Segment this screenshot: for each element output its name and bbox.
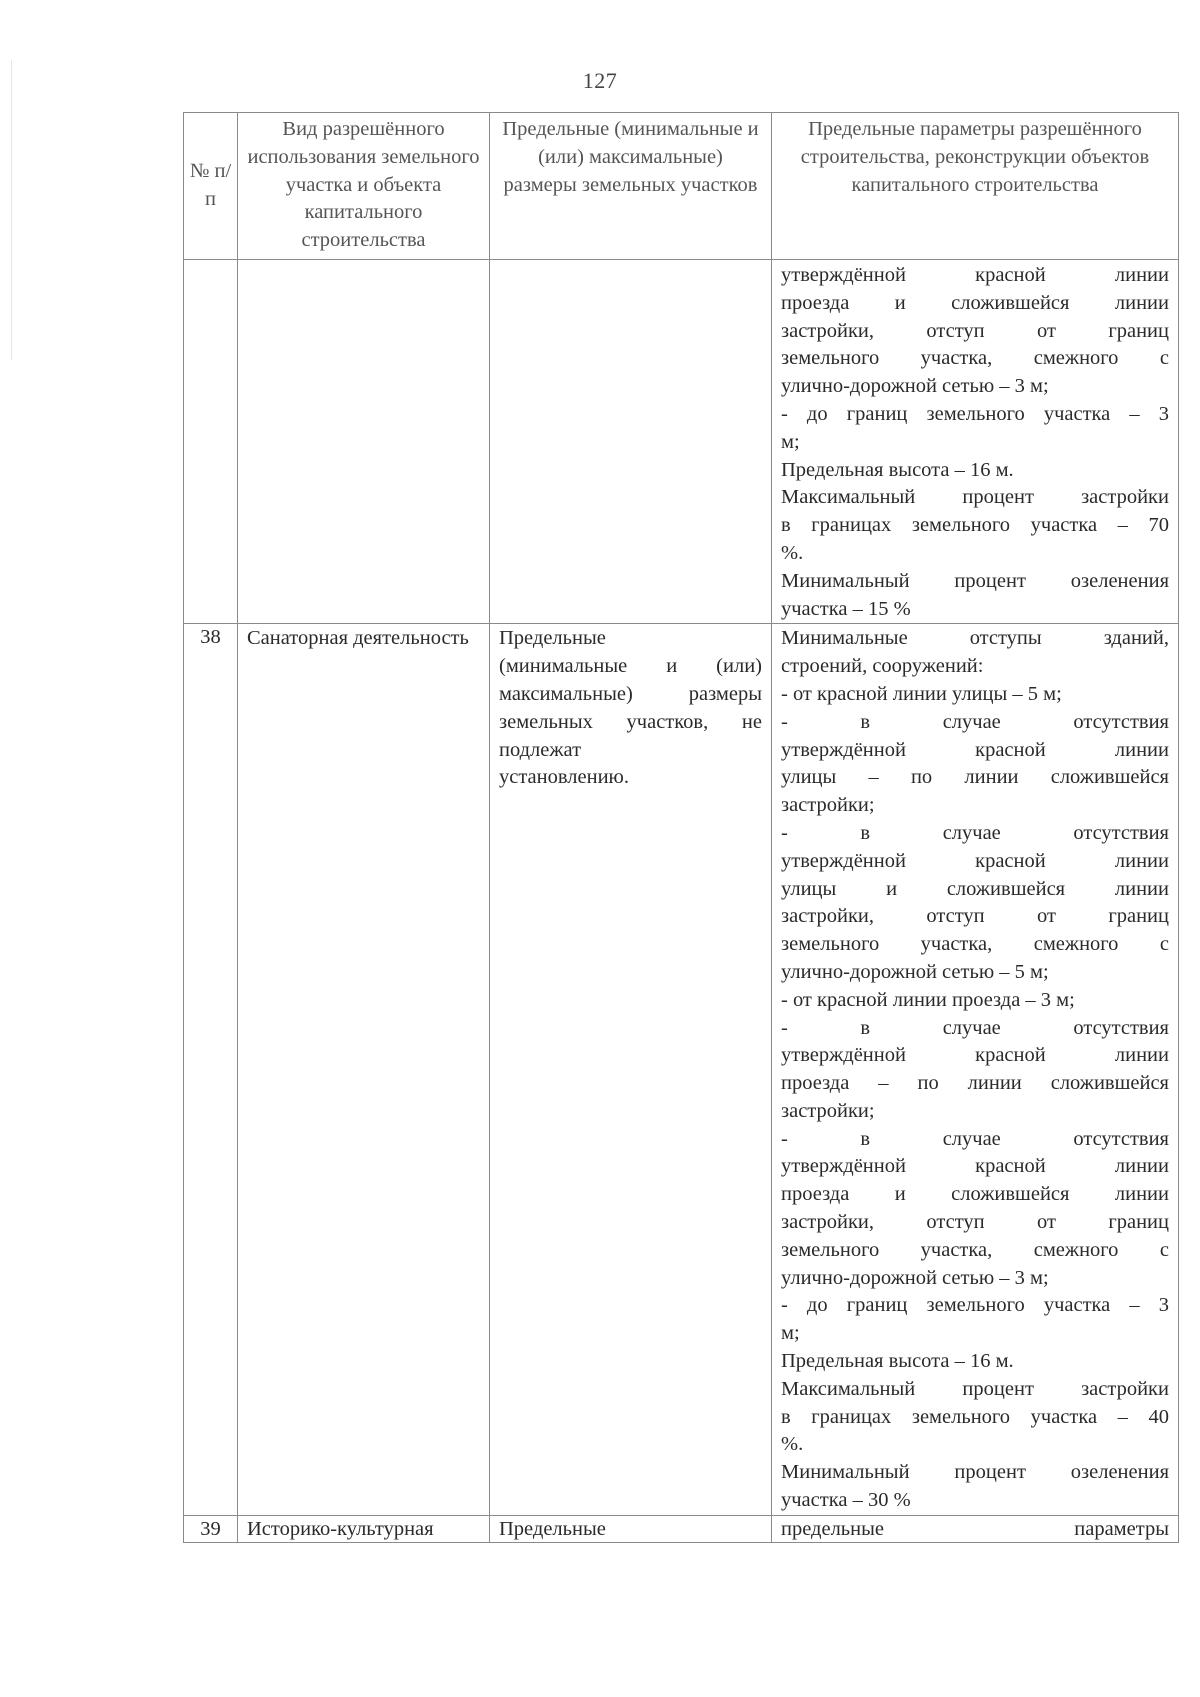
cell-text: Историко-культурная xyxy=(247,1517,434,1540)
text-line: Предельная высота – 16 м. xyxy=(781,458,1014,481)
cell-plot-sizes xyxy=(490,259,772,623)
text-line: застройки, отступ от границ xyxy=(781,905,1169,928)
text-line: Минимальные отступы зданий, xyxy=(781,627,1169,650)
text-line: застройки; xyxy=(781,1099,875,1122)
text-line: застройки, отступ от границ xyxy=(781,319,1169,342)
text-line: в границах земельного участка – 70 xyxy=(781,514,1169,537)
text-line: - до границ земельного участка – 3 xyxy=(781,1294,1169,1317)
text-line: максимальные) размеры xyxy=(499,682,762,705)
cell-construction-parameters xyxy=(772,1515,1179,1542)
text-line: %. xyxy=(781,541,804,564)
text-line: м; xyxy=(781,430,800,453)
table-row-38 xyxy=(184,624,1179,1516)
header-plot-sizes: Предельные (минимальные и (или) максимальные) размеры земельных участков xyxy=(490,113,772,260)
text-line: установлению. xyxy=(499,766,629,789)
header-use-kind: Вид разрешённого использования земельного участка и объекта капитального строительства xyxy=(238,113,490,260)
text-line: улицы – по линии сложившейся xyxy=(781,766,1169,789)
text-line: проезда и сложившейся линии xyxy=(781,1183,1169,1206)
cell-number: 38 xyxy=(184,624,238,1516)
table-row-continuation xyxy=(184,259,1179,623)
text-line: - в случае отсутствия xyxy=(781,821,1169,844)
text-line: земельных участков, не xyxy=(499,710,762,733)
text-line: Максимальный процент застройки xyxy=(781,486,1169,509)
text-line: строений, сооружений: xyxy=(781,655,984,678)
text-line: застройки, отступ от границ xyxy=(781,1211,1169,1234)
cell-use-kind xyxy=(238,259,490,623)
cell-use-kind xyxy=(238,1515,490,1542)
scan-edge-mark xyxy=(11,60,12,360)
text-line: в границах земельного участка – 40 xyxy=(781,1405,1169,1428)
text-line: утверждённой красной линии xyxy=(781,738,1169,761)
cell-use-kind: Санаторная деятельность xyxy=(238,624,490,1516)
page-number: 127 xyxy=(582,68,618,93)
text-line: Максимальный процент застройки xyxy=(781,1377,1169,1400)
cell-construction-parameters xyxy=(772,624,1179,1516)
text-line: Предельные xyxy=(499,627,606,650)
text-line: утверждённой красной линии xyxy=(781,263,1169,286)
text-line: улично-дорожной сетью – 3 м; xyxy=(781,375,1049,398)
cell-plot-sizes xyxy=(490,1515,772,1542)
cell-construction-parameters xyxy=(772,259,1179,623)
text-line: улично-дорожной сетью – 5 м; xyxy=(781,960,1049,983)
text-line: подлежат xyxy=(499,738,582,761)
text-line: участка – 30 % xyxy=(781,1489,911,1512)
header-construction-parameters: Предельные параметры разрешённого строительства, реконструкции объектов капитального строительства xyxy=(772,113,1179,260)
text-line: земельного участка, смежного с xyxy=(781,347,1169,370)
text-line: - до границ земельного участка – 3 xyxy=(781,402,1169,425)
text-line: улично-дорожной сетью – 3 м; xyxy=(781,1266,1049,1289)
text-line: земельного участка, смежного с xyxy=(781,933,1169,956)
cell-text: Предельные xyxy=(499,1517,606,1540)
text-line: утверждённой красной линии xyxy=(781,849,1169,872)
table-row-39 xyxy=(184,1515,1179,1542)
text-line: застройки; xyxy=(781,794,875,817)
text-line: - в случае отсутствия xyxy=(781,1016,1169,1039)
cell-text: 39 xyxy=(200,1517,221,1540)
cell-text: предельные параметры xyxy=(781,1517,1169,1540)
text-line: утверждённой красной линии xyxy=(781,1155,1169,1178)
land-use-regulations-table xyxy=(183,112,1179,1543)
text-line: проезда и сложившейся линии xyxy=(781,291,1169,314)
text-line: - от красной линии улицы – 5 м; xyxy=(781,682,1062,705)
text-line: участка – 15 % xyxy=(781,597,911,620)
text-line: утверждённой красной линии xyxy=(781,1044,1169,1067)
cell-plot-sizes xyxy=(490,624,772,1516)
cell-number xyxy=(184,1515,238,1542)
header-number: № п/п xyxy=(184,113,238,260)
cell-number xyxy=(184,259,238,623)
text-line: улицы и сложившейся линии xyxy=(781,877,1169,900)
text-line: Предельная высота – 16 м. xyxy=(781,1350,1014,1373)
text-line: - в случае отсутствия xyxy=(781,710,1169,733)
table-header-row xyxy=(184,113,1179,260)
text-line: м; xyxy=(781,1322,800,1345)
text-line: - от красной линии проезда – 3 м; xyxy=(781,988,1075,1011)
text-line: (минимальные и (или) xyxy=(499,655,762,678)
text-line: - в случае отсутствия xyxy=(781,1127,1169,1150)
text-line: %. xyxy=(781,1433,804,1456)
text-line: Минимальный процент озеленения xyxy=(781,1461,1169,1484)
text-line: земельного участка, смежного с xyxy=(781,1238,1169,1261)
text-line: проезда – по линии сложившейся xyxy=(781,1072,1169,1095)
text-line: Минимальный процент озеленения xyxy=(781,569,1169,592)
